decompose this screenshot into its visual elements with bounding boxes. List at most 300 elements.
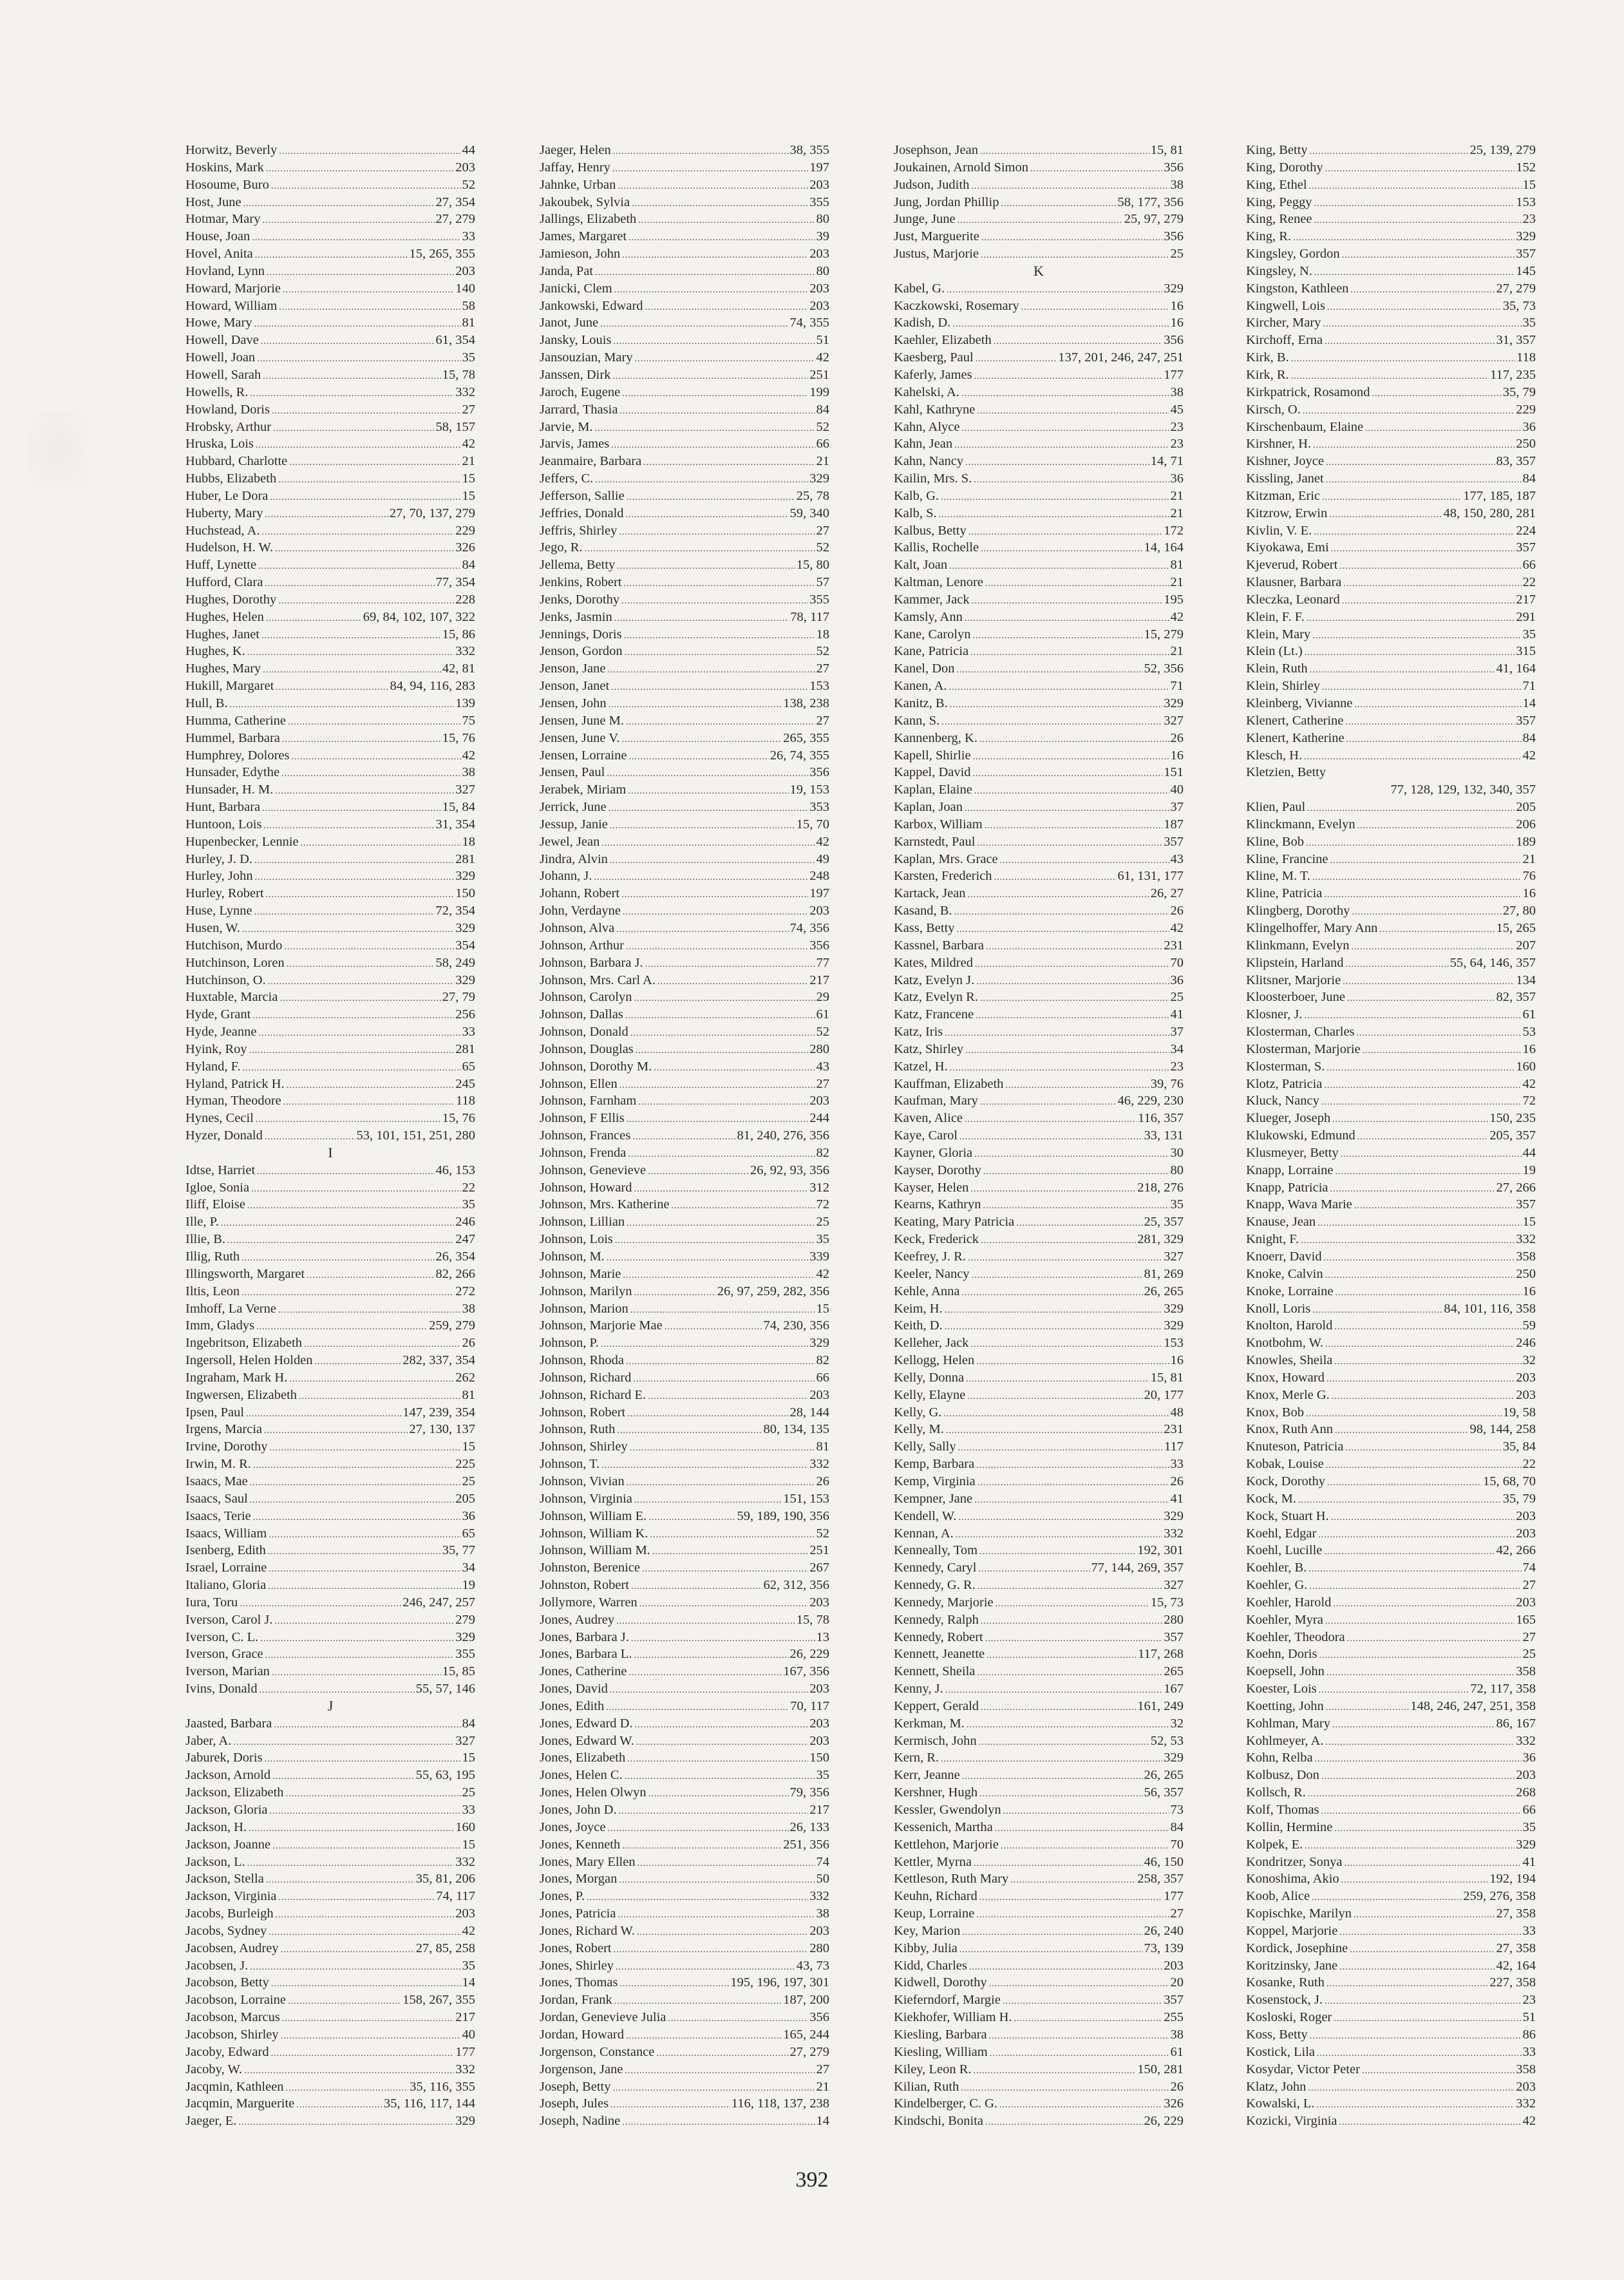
- entry-name: Kieferndorf, Margie: [894, 1993, 1001, 2008]
- leader-dots: [1305, 645, 1515, 662]
- leader-dots: [243, 196, 435, 213]
- entry-pages: 217: [1516, 592, 1536, 607]
- leader-dots: [976, 351, 1057, 368]
- entry-pages: 43: [1170, 851, 1184, 866]
- entry-name: Kettlehon, Marjorie: [894, 1837, 999, 1852]
- leader-dots: [1003, 1803, 1169, 1821]
- entry-name: Kidd, Charles: [894, 1958, 967, 1973]
- entry-name: Knoke, Lorraine: [1246, 1284, 1334, 1298]
- index-entry: [1246, 176, 1536, 194]
- leader-dots: [1312, 1302, 1442, 1320]
- index-entry: [1246, 1542, 1536, 1559]
- leader-dots: [307, 1268, 434, 1285]
- leader-dots: [945, 1319, 1163, 1336]
- entry-name: Huse, Lynne: [185, 904, 252, 918]
- index-entry: [540, 1162, 829, 1179]
- entry-name: Kaplan, Joan: [894, 800, 963, 815]
- index-entry: [185, 937, 475, 955]
- entry-name: Junge, June: [894, 212, 956, 227]
- leader-dots: [269, 1527, 460, 1544]
- entry-pages: 33: [462, 1025, 475, 1040]
- entry-name: Johnson, Marilyn: [540, 1284, 632, 1298]
- entry-name: Humphrey, Dolores: [185, 748, 290, 763]
- leader-dots: [1306, 835, 1515, 853]
- entry-name: Ingraham, Mark H.: [185, 1370, 288, 1385]
- leader-dots: [1332, 1112, 1488, 1129]
- entry-name: Jordan, Howard: [540, 2027, 624, 2042]
- leader-dots: [612, 368, 808, 386]
- leader-dots: [650, 1527, 815, 1544]
- entry-pages: 25: [1170, 990, 1184, 1005]
- index-entry: [1246, 384, 1536, 401]
- index-entry: [185, 574, 475, 591]
- entry-pages: 16: [1522, 1041, 1536, 1056]
- index-entry: [1246, 1819, 1536, 1836]
- leader-dots: [287, 1078, 455, 1095]
- entry-name: Kanen, A.: [894, 679, 947, 694]
- leader-dots: [275, 1613, 455, 1631]
- entry-name: Jenson, Gordon: [540, 644, 623, 659]
- index-entry: [540, 228, 829, 245]
- entry-pages: 14: [816, 2114, 829, 2129]
- entry-pages: 172: [1164, 523, 1184, 538]
- index-entry: [185, 1110, 475, 1127]
- leader-dots: [249, 1043, 455, 1060]
- leader-dots: [962, 1769, 1143, 1786]
- index-entry: [1246, 314, 1536, 332]
- entry-pages: 80, 134, 135: [763, 1422, 829, 1437]
- entry-name: Kennedy, Robert: [894, 1629, 983, 1644]
- index-entry: [1246, 2061, 1536, 2078]
- entry-pages: 35: [1522, 1819, 1536, 1834]
- leader-dots: [1321, 1094, 1522, 1112]
- index-entry: [185, 1870, 475, 1888]
- leader-dots: [627, 1475, 815, 1492]
- leader-dots: [961, 386, 1169, 403]
- index-entry: [1246, 1888, 1536, 1905]
- entry-pages: 153: [1516, 195, 1536, 209]
- entry-pages: 329: [455, 2114, 475, 2129]
- leader-dots: [250, 1492, 454, 1510]
- leader-dots: [973, 749, 1169, 766]
- index-entry: [1246, 816, 1536, 833]
- entry-pages: 42: [1522, 748, 1536, 763]
- entry-name: Joukainen, Arnold Simon: [894, 160, 1028, 175]
- entry-pages: 33: [1170, 1457, 1184, 1472]
- entry-name: Johnson, Dallas: [540, 1007, 623, 1022]
- entry-pages: 118: [456, 1094, 475, 1108]
- entry-name: Katz, Iris: [894, 1025, 943, 1040]
- leader-dots: [986, 939, 1162, 956]
- entry-name: Kiley, Leon R.: [894, 2062, 972, 2076]
- entry-pages: 70: [1170, 1837, 1184, 1852]
- index-entry: [894, 522, 1184, 540]
- index-entry: [894, 1335, 1184, 1352]
- entry-name: Kowalski, L.: [1246, 2096, 1315, 2111]
- index-entry: [185, 505, 475, 522]
- entry-pages: 27, 358: [1496, 1906, 1536, 1921]
- index-entry-continuation: [1246, 781, 1536, 799]
- index-entry: [1246, 488, 1536, 505]
- index-entry: [1246, 626, 1536, 643]
- leader-dots: [962, 1924, 1142, 1942]
- index-entry: [185, 1196, 475, 1213]
- leader-dots: [616, 1613, 795, 1631]
- leader-dots: [1332, 1389, 1515, 1406]
- entry-pages: 332: [1516, 1733, 1536, 1748]
- index-entry: [894, 574, 1184, 591]
- entry-pages: 160: [455, 1819, 475, 1834]
- entry-pages: 52: [462, 177, 475, 192]
- entry-pages: 25, 97, 279: [1124, 212, 1184, 227]
- leader-dots: [626, 939, 808, 956]
- leader-dots: [966, 1371, 1149, 1389]
- leader-dots: [606, 1700, 789, 1717]
- index-entry: [1246, 1387, 1536, 1404]
- leader-dots: [622, 1838, 782, 1856]
- entry-name: Jones, Shirley: [540, 1958, 614, 1973]
- entry-name: Kaferly, James: [894, 367, 972, 382]
- index-entry: [540, 1387, 829, 1404]
- leader-dots: [1339, 1959, 1495, 1977]
- index-entry: [894, 401, 1184, 419]
- entry-name: Knox, Merle G.: [1246, 1387, 1330, 1402]
- index-entry: [540, 401, 829, 419]
- index-entry: [894, 1317, 1184, 1335]
- entry-name: Hyde, Jeanne: [185, 1025, 257, 1040]
- leader-dots: [268, 1544, 441, 1561]
- leader-dots: [254, 316, 461, 334]
- entry-name: Jones, Joyce: [540, 1819, 606, 1834]
- index-entry: [894, 1577, 1184, 1594]
- index-entry: [1246, 1041, 1536, 1058]
- leader-dots: [623, 904, 808, 922]
- index-entry: [1246, 1559, 1536, 1577]
- entry-pages: 26, 265: [1144, 1768, 1184, 1783]
- entry-pages: 13: [816, 1629, 829, 1644]
- entry-pages: 59, 340: [789, 506, 829, 520]
- entry-name: Kelly, Elayne: [894, 1387, 966, 1402]
- leader-dots: [288, 1993, 401, 2011]
- entry-name: Kiesling, William: [894, 2044, 988, 2059]
- entry-pages: 42: [462, 1923, 475, 1938]
- entry-pages: 59: [1522, 1318, 1536, 1333]
- entry-pages: 49: [816, 851, 829, 866]
- leader-dots: [254, 904, 435, 922]
- leader-dots: [981, 1613, 1162, 1631]
- leader-dots: [971, 178, 1169, 196]
- entry-name: Knoll, Loris: [1246, 1301, 1311, 1316]
- index-entry: [1246, 2044, 1536, 2061]
- entry-pages: 81: [816, 1439, 829, 1454]
- leader-dots: [1312, 1890, 1462, 1907]
- entry-pages: 19: [462, 1578, 475, 1593]
- entry-pages: 356: [809, 765, 829, 780]
- entry-name: Jacobsen, Audrey: [185, 1941, 279, 1955]
- leader-dots: [616, 1959, 795, 1977]
- index-entry: [540, 1611, 829, 1629]
- index-entry: [894, 1923, 1184, 1940]
- leader-dots: [1314, 265, 1515, 282]
- entry-name: Jorgenson, Jane: [540, 2062, 623, 2076]
- index-entry: [1246, 1836, 1536, 1854]
- entry-pages: 197: [809, 160, 829, 175]
- entry-pages: 203: [1516, 1768, 1536, 1783]
- entry-pages: 27, 266: [1496, 1180, 1536, 1195]
- leader-dots: [623, 1268, 815, 1285]
- index-entry: [540, 833, 829, 851]
- entry-pages: 29: [816, 990, 829, 1005]
- leader-dots: [957, 662, 1143, 679]
- index-entry: [185, 1438, 475, 1456]
- leader-dots: [985, 818, 1163, 835]
- index-entry: [894, 298, 1184, 315]
- entry-pages: 356: [1164, 229, 1184, 244]
- leader-dots: [1357, 1129, 1489, 1146]
- entry-pages: 227, 358: [1489, 1975, 1536, 1990]
- entry-pages: 134: [1516, 973, 1536, 987]
- leader-dots: [973, 628, 1143, 645]
- entry-pages: 15, 73: [1150, 1595, 1184, 1610]
- entry-name: Kates, Mildred: [894, 955, 973, 970]
- entry-name: Hotmar, Mary: [185, 212, 261, 227]
- entry-name: Johnson, Marjorie Mae: [540, 1318, 663, 1333]
- entry-name: Kohlman, Mary: [1246, 1716, 1330, 1731]
- leader-dots: [279, 1890, 435, 1907]
- entry-pages: 177: [1164, 367, 1184, 382]
- entry-name: Jones, Helen C.: [540, 1768, 623, 1783]
- leader-dots: [977, 1475, 1169, 1492]
- leader-dots: [1327, 1060, 1515, 1078]
- leader-dots: [272, 403, 461, 421]
- entry-pages: 35: [1522, 316, 1536, 330]
- leader-dots: [615, 1233, 815, 1250]
- leader-dots: [628, 749, 768, 766]
- entry-name: Knause, Jean: [1246, 1215, 1316, 1230]
- leader-dots: [250, 386, 454, 403]
- index-entry: [185, 1819, 475, 1836]
- index-entry: [185, 1335, 475, 1352]
- leader-dots: [1327, 1475, 1482, 1492]
- leader-dots: [622, 247, 808, 265]
- index-entry: [1246, 712, 1536, 730]
- entry-pages: 26: [462, 1336, 475, 1351]
- entry-pages: 25: [1170, 247, 1184, 261]
- leader-dots: [1021, 299, 1169, 317]
- index-entry: [540, 1854, 829, 1871]
- index-entry: [540, 1145, 829, 1162]
- entry-pages: 14: [1522, 696, 1536, 710]
- entry-name: Jones, Barbara J.: [540, 1629, 629, 1644]
- entry-pages: 281, 329: [1137, 1232, 1184, 1247]
- entry-name: Isaacs, Mae: [185, 1474, 248, 1488]
- leader-dots: [983, 1198, 1169, 1215]
- entry-name: Jefferson, Sallie: [540, 488, 625, 503]
- index-entry: [185, 1421, 475, 1438]
- index-entry: [894, 2095, 1184, 2113]
- entry-pages: 197: [809, 886, 829, 901]
- leader-dots: [954, 437, 1169, 455]
- entry-name: Hyde, Grant: [185, 1007, 251, 1022]
- leader-dots: [1344, 1856, 1521, 1873]
- index-entry: [894, 1854, 1184, 1871]
- index-entry: [1246, 1179, 1536, 1197]
- entry-pages: 192, 194: [1489, 1872, 1536, 1886]
- index-entry: [185, 1473, 475, 1490]
- leader-dots: [1315, 1751, 1522, 1769]
- leader-dots: [1313, 437, 1515, 455]
- index-entry: [894, 539, 1184, 556]
- leader-dots: [1325, 1734, 1515, 1752]
- leader-dots: [1319, 1648, 1521, 1665]
- index-entry: [894, 1092, 1184, 1110]
- entry-name: Kaltman, Lenore: [894, 575, 983, 590]
- leader-dots: [624, 628, 815, 645]
- index-entry: [540, 1508, 829, 1525]
- index-entry: [540, 1715, 829, 1733]
- leader-dots: [282, 732, 441, 749]
- entry-name: Katz, Shirley: [894, 1041, 964, 1056]
- leader-dots: [643, 455, 815, 472]
- index-entry: [540, 1092, 829, 1110]
- index-entry: [540, 1248, 829, 1266]
- index-entry: [540, 1749, 829, 1767]
- leader-dots: [258, 1025, 460, 1043]
- entry-name: Jorgenson, Constance: [540, 2044, 655, 2059]
- entry-pages: 42: [1522, 1076, 1536, 1091]
- entry-name: Kock, M.: [1246, 1491, 1297, 1506]
- leader-dots: [1306, 1406, 1502, 1423]
- entry-name: Keuhn, Richard: [894, 1889, 977, 1904]
- entry-pages: 332: [1516, 1232, 1536, 1247]
- entry-name: Jerabek, Miriam: [540, 783, 627, 797]
- entry-name: Jaburek, Doris: [185, 1751, 263, 1765]
- index-entry: [894, 885, 1184, 902]
- index-entry: [540, 1404, 829, 1421]
- index-entry: [894, 695, 1184, 712]
- entry-pages: 84: [816, 402, 829, 417]
- index-entry: [540, 868, 829, 885]
- entry-name: Johnson, Donald: [540, 1025, 628, 1040]
- leader-dots: [627, 1406, 788, 1423]
- entry-name: Hull, B.: [185, 696, 228, 710]
- entry-pages: 15: [462, 488, 475, 503]
- entry-pages: 291: [1516, 609, 1536, 624]
- index-entry: [185, 1006, 475, 1023]
- entry-pages: 81: [1170, 558, 1184, 573]
- leader-dots: [1347, 991, 1495, 1008]
- index-entry: [185, 1490, 475, 1508]
- entry-pages: 81, 269: [1144, 1266, 1184, 1281]
- entry-name: Jacoby, W.: [185, 2062, 243, 2076]
- entry-name: Horwitz, Beverly: [185, 143, 278, 157]
- index-entry: [1246, 1231, 1536, 1248]
- leader-dots: [595, 421, 815, 438]
- entry-pages: 140: [455, 281, 475, 296]
- section-letter: J: [327, 1697, 334, 1714]
- leader-dots: [1317, 1215, 1521, 1233]
- index-entry: [540, 1836, 829, 1854]
- leader-dots: [977, 1579, 1162, 1596]
- entry-pages: 327: [1164, 1578, 1184, 1593]
- entry-name: Karbox, William: [894, 817, 983, 831]
- entry-name: Hruska, Lois: [185, 437, 254, 451]
- index-entry: [894, 1870, 1184, 1888]
- entry-name: Hynes, Cecil: [185, 1111, 254, 1126]
- index-entry: [185, 176, 475, 194]
- leader-dots: [607, 766, 808, 783]
- index-entry: [1246, 695, 1536, 712]
- entry-pages: 19: [1522, 1163, 1536, 1177]
- entry-pages: 15, 279: [1144, 627, 1184, 641]
- entry-pages: 15, 76: [442, 1111, 475, 1126]
- leader-dots: [1308, 2080, 1515, 2098]
- entry-name: Keating, Mary Patricia: [894, 1215, 1015, 1230]
- leader-dots: [638, 1094, 808, 1112]
- index-entry: [894, 1974, 1184, 1991]
- leader-dots: [246, 1406, 401, 1423]
- entry-pages: 44: [462, 143, 475, 157]
- entry-pages: 80: [816, 212, 829, 227]
- index-entry: [185, 1213, 475, 1231]
- leader-dots: [261, 334, 435, 351]
- index-entry: [185, 660, 475, 678]
- entry-name: Katzel, H.: [894, 1059, 948, 1074]
- leader-dots: [281, 766, 460, 783]
- leader-dots: [1327, 1976, 1488, 1993]
- entry-pages: 148, 246, 247, 251, 358: [1410, 1698, 1536, 1713]
- leader-dots: [607, 1250, 808, 1268]
- leader-dots: [648, 1786, 789, 1803]
- leader-dots: [949, 558, 1169, 576]
- leader-dots: [296, 2097, 382, 2114]
- entry-name: Jones, Audrey: [540, 1612, 615, 1627]
- entry-name: Klien, Paul: [1246, 800, 1306, 815]
- leader-dots: [1330, 853, 1522, 870]
- entry-name: Koob, Alice: [1246, 1889, 1310, 1904]
- entry-pages: 27, 279: [435, 212, 475, 227]
- index-entry: [1246, 1248, 1536, 1266]
- entry-name: Huxtable, Marcia: [185, 990, 278, 1005]
- leader-dots: [611, 679, 808, 697]
- entry-name: Kammer, Jack: [894, 592, 970, 607]
- entry-name: Kalt, Joan: [894, 558, 948, 573]
- entry-name: Jones, Barbara L.: [540, 1647, 632, 1662]
- entry-name: Hovland, Lynn: [185, 263, 265, 278]
- leader-dots: [1301, 1233, 1515, 1250]
- entry-name: Jeffries, Donald: [540, 506, 624, 520]
- index-entry: [185, 298, 475, 315]
- index-entry: [1246, 228, 1536, 245]
- entry-name: Kaczkowski, Rosemary: [894, 298, 1019, 313]
- index-entry: [185, 833, 475, 851]
- entry-name: Jaeger, Helen: [540, 143, 611, 157]
- index-entry: [185, 280, 475, 298]
- entry-pages: 21: [1170, 575, 1184, 590]
- entry-pages: 329: [455, 973, 475, 987]
- leader-dots: [634, 1285, 716, 1302]
- index-entry: [1246, 885, 1536, 902]
- entry-name: Kelly, Sally: [894, 1439, 956, 1454]
- entry-pages: 225: [455, 1457, 475, 1472]
- index-entry: [894, 194, 1184, 211]
- index-entry: [894, 488, 1184, 505]
- entry-name: Kollsch, R.: [1246, 1785, 1306, 1800]
- entry-name: Kendell, W.: [894, 1508, 957, 1523]
- entry-name: Kaplan, Elaine: [894, 783, 972, 797]
- entry-pages: 256: [455, 1007, 475, 1022]
- index-entry: [1246, 1577, 1536, 1594]
